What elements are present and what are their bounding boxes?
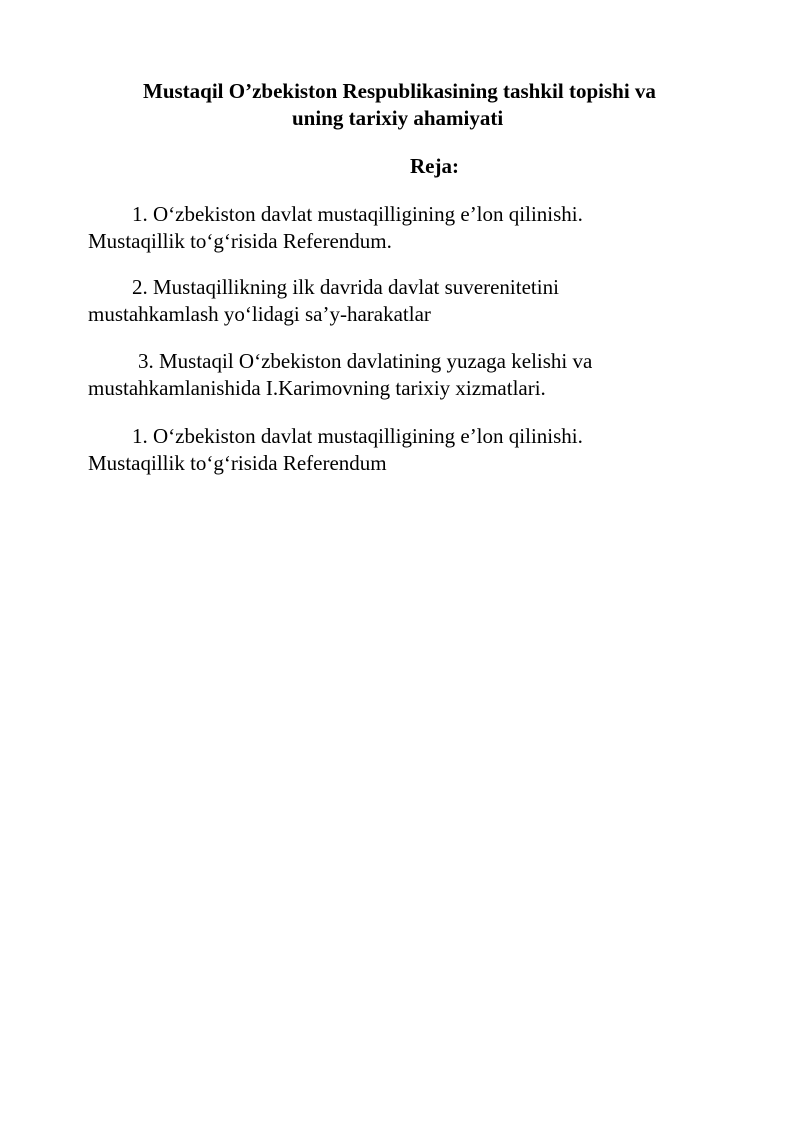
document-title [88, 78, 778, 132]
plan-item-1-line-1: 1. O‘zbekiston davlat mustaqilligining e’lon qilinishi. [132, 202, 583, 226]
document-title-line-2: uning tarixiy ahamiyati [292, 106, 504, 130]
section-heading-1-line-1: 1. O‘zbekiston davlat mustaqilligining e’lon qilinishi. [132, 424, 583, 448]
plan-item-3-line-1: 3. Mustaqil O‘zbekiston davlatining yuzaga kelishi va [138, 349, 593, 373]
plan-item-2-line-1: 2. Mustaqillikning ilk davrida davlat suverenitetini [132, 275, 559, 299]
plan-item-2 [88, 274, 768, 328]
section-heading-1 [88, 423, 768, 477]
plan-item-1 [88, 201, 768, 255]
plan-item-3-line-2: mustahkamlanishida I.Karimovning tarixiy xizmatlari. [88, 376, 546, 400]
plan-item-1-line-2: Mustaqillik to‘g‘risida Referendum. [88, 229, 392, 253]
plan-heading: Reja: [410, 154, 459, 178]
section-heading-1-line-2: Mustaqillik to‘g‘risida Referendum [88, 451, 387, 475]
plan-item-3 [88, 348, 768, 402]
document-title-line-1: Mustaqil O’zbekiston Respublikasining tashkil topishi va [143, 79, 656, 103]
plan-item-2-line-2: mustahkamlash yo‘lidagi sa’y-harakatlar [88, 302, 431, 326]
